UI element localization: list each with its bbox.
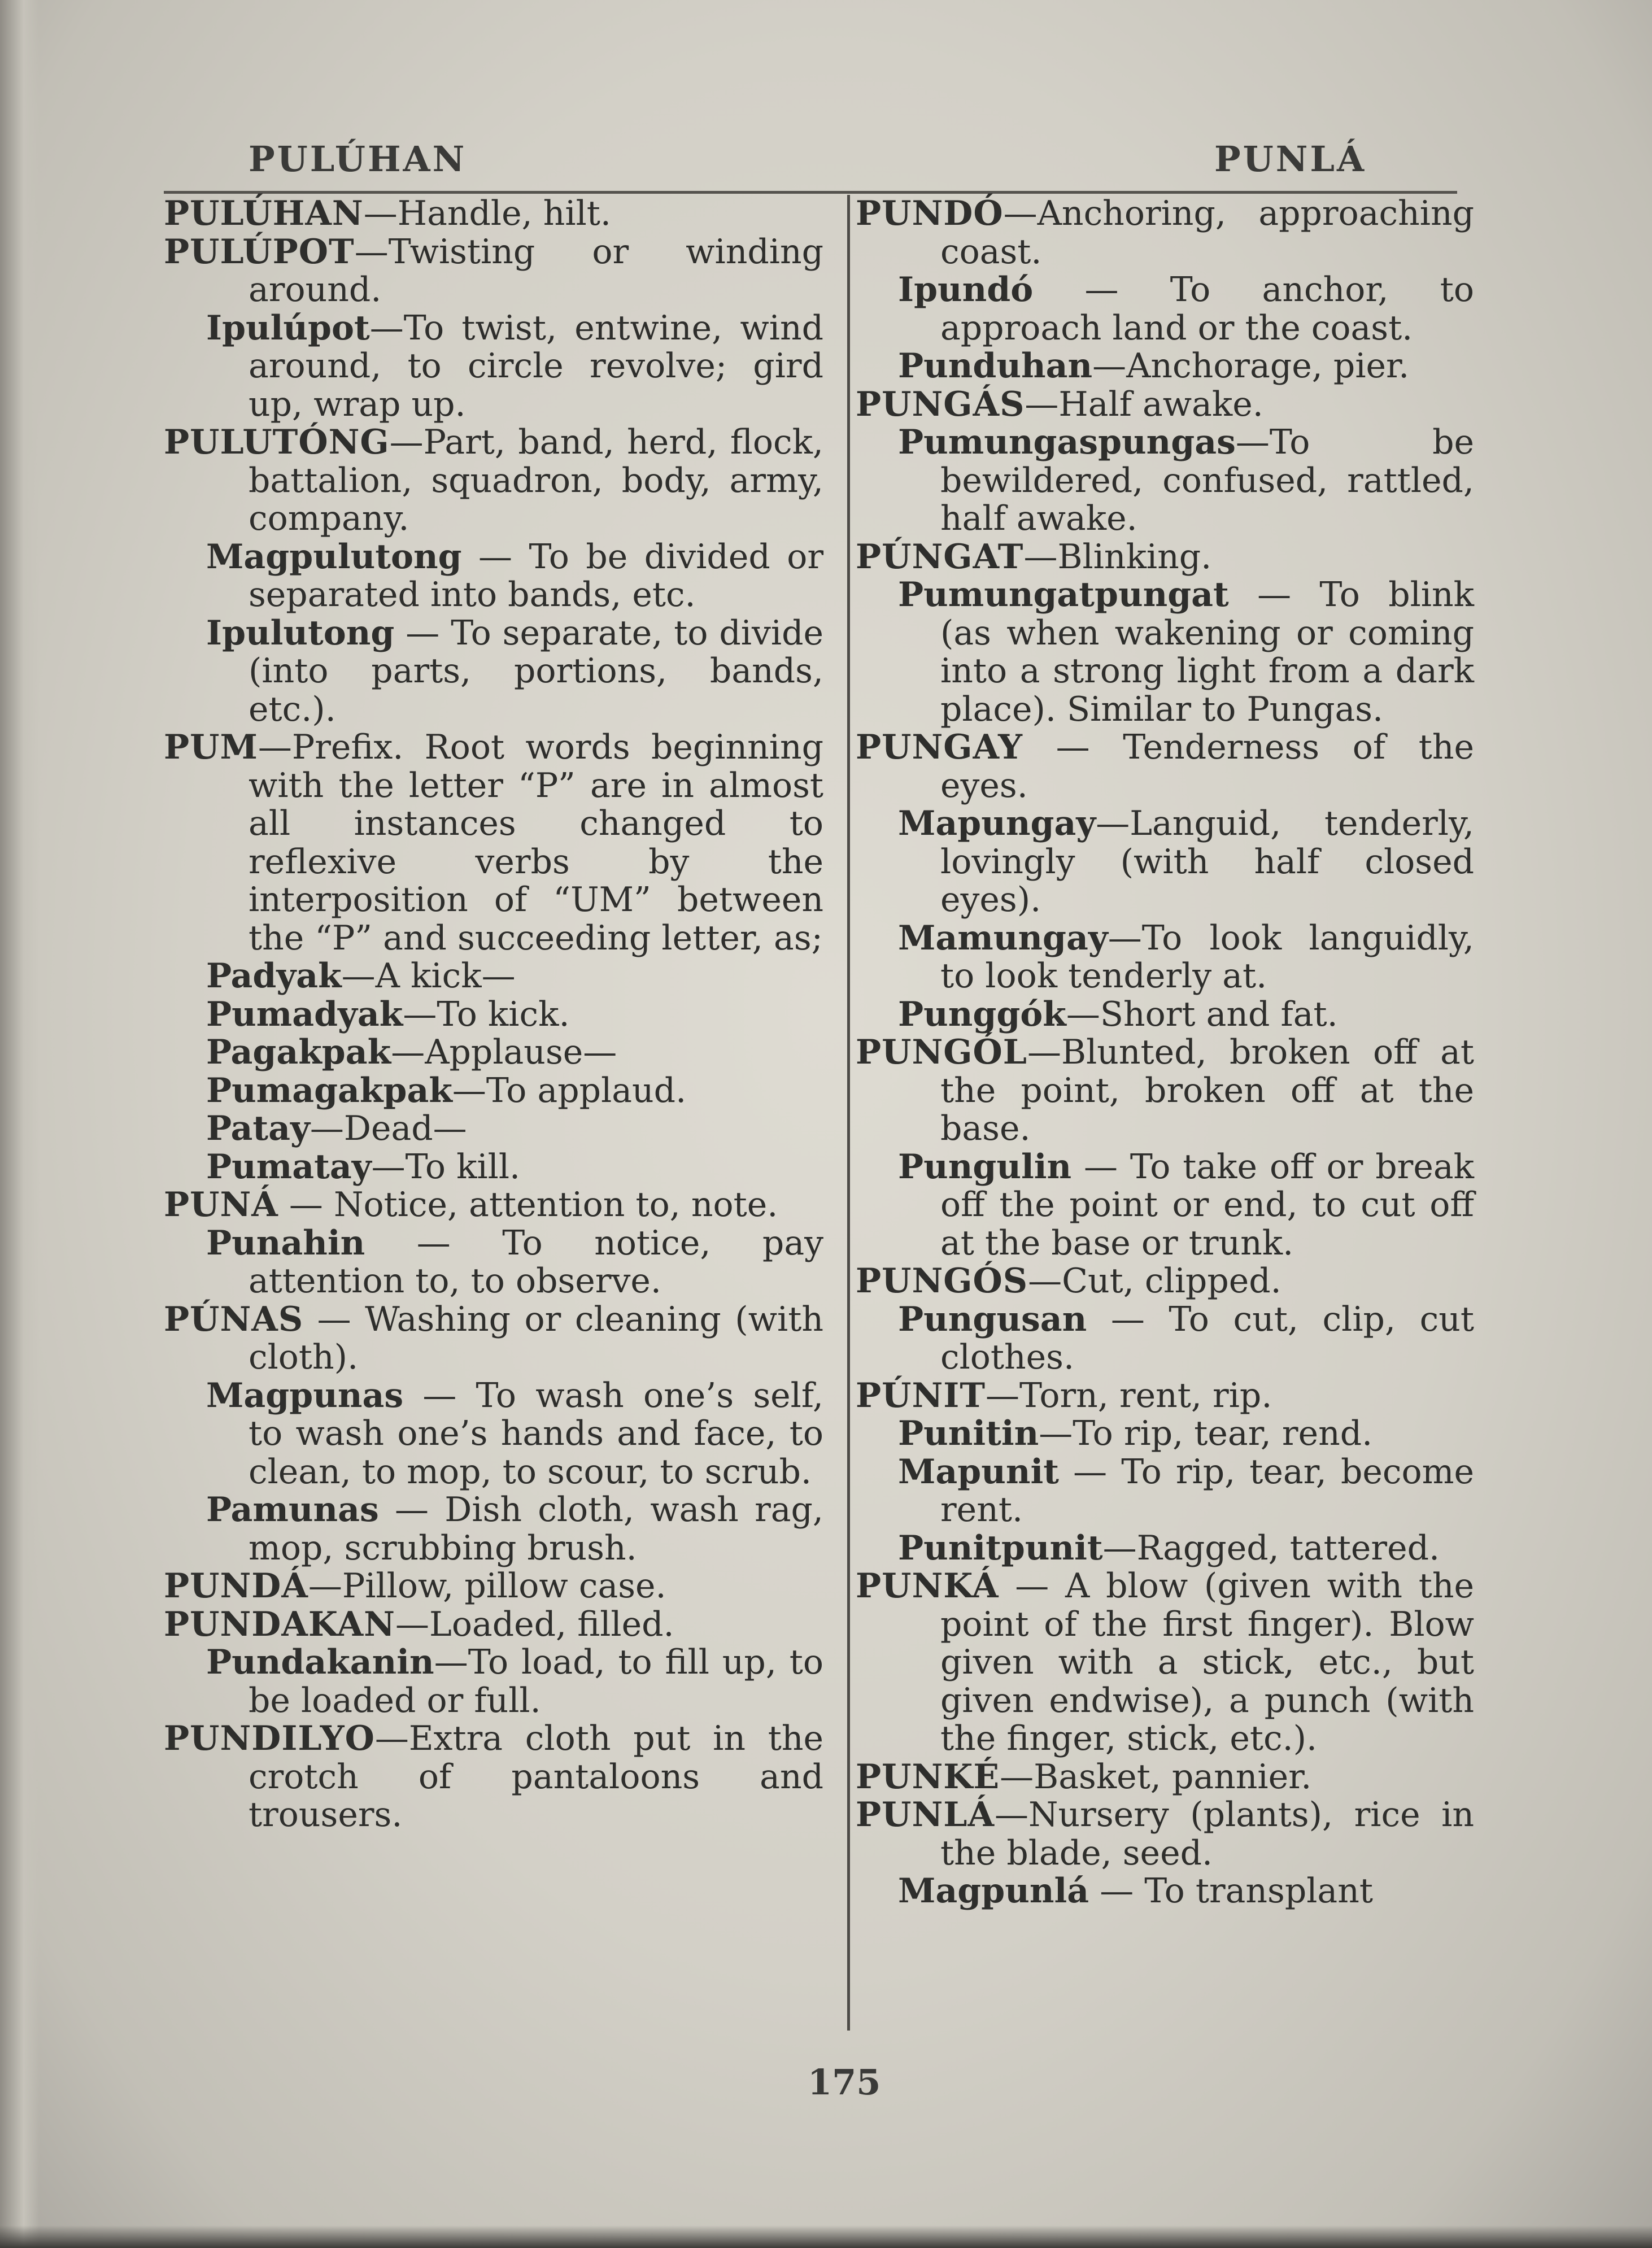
dictionary-entry xyxy=(164,1720,823,1835)
entry-definition: —Basket, pannier. xyxy=(1000,1757,1312,1797)
entry-headword: Pamunas xyxy=(206,1490,379,1530)
entry-headword: Punahin xyxy=(206,1223,365,1263)
dictionary-subentry xyxy=(164,1644,823,1720)
entry-headword: Pungusan xyxy=(898,1299,1087,1339)
entry-headword: PULÚHAN xyxy=(164,194,364,233)
running-head-right: PUNLÁ xyxy=(1214,138,1367,180)
entry-headword: Patay xyxy=(206,1109,310,1148)
running-head-left: PULÚHAN xyxy=(249,138,467,180)
entry-definition: —To rip, tear, rend. xyxy=(1039,1414,1373,1453)
entry-headword: PUNGÁS xyxy=(856,384,1025,424)
entry-headword: Punggók xyxy=(898,994,1066,1034)
entry-definition: — Tenderness of the eyes. xyxy=(940,727,1474,805)
dictionary-entry xyxy=(856,1034,1474,1148)
dictionary-entry xyxy=(164,195,823,233)
entry-headword: PUNKÉ xyxy=(856,1757,1000,1797)
entry-definition: —Twisting or winding around. xyxy=(249,232,823,310)
dictionary-subentry xyxy=(164,1034,823,1072)
dictionary-subentry xyxy=(856,271,1474,347)
entry-headword: PULUTÓNG xyxy=(164,422,390,462)
left-column xyxy=(164,195,823,1835)
entry-definition: —Extra cloth put in the crotch of pantaloons and trousers. xyxy=(249,1719,823,1835)
dictionary-subentry xyxy=(164,1377,823,1492)
dictionary-entry xyxy=(856,538,1474,577)
entry-headword: PUNGÓS xyxy=(856,1261,1028,1301)
entry-definition: — To separate, to divide (into parts, portions, bands, etc.). xyxy=(249,613,823,729)
entry-headword: PUNGAY xyxy=(856,727,1023,767)
entry-headword: Pumatay xyxy=(206,1147,372,1187)
entry-definition: — To anchor, to approach land or the coast. xyxy=(940,270,1474,348)
dictionary-subentry xyxy=(856,424,1474,538)
entry-headword: Magpunlá xyxy=(898,1871,1089,1911)
entry-headword: Ipulutong xyxy=(206,613,395,653)
entry-headword: Pagakpak xyxy=(206,1032,391,1072)
entry-definition: —A kick— xyxy=(341,956,516,996)
page-number: 175 xyxy=(808,2062,881,2103)
entry-headword: PÚNAS xyxy=(164,1299,304,1339)
entry-headword: PUNÁ xyxy=(164,1185,278,1225)
entry-definition: —Prefix. Root words beginning with the letter “P” are in almost all instances changed to reflexive verbs by the interposition of “UM” between the “P” and succeeding letter, as; xyxy=(249,727,823,958)
entry-definition: — To be divided or separated into bands, etc. xyxy=(249,537,823,615)
entry-definition: — To cut, clip, cut clothes. xyxy=(940,1299,1474,1377)
dictionary-subentry xyxy=(164,615,823,729)
entry-headword: Mapungay xyxy=(898,804,1096,843)
dictionary-subentry xyxy=(856,1301,1474,1377)
entry-headword: Pumungaspungas xyxy=(898,422,1236,462)
entry-definition: —Torn, rent, rip. xyxy=(986,1375,1272,1415)
dictionary-subentry xyxy=(856,347,1474,386)
dictionary-entry xyxy=(856,195,1474,271)
entry-headword: Punitin xyxy=(898,1414,1039,1453)
dictionary-subentry xyxy=(164,538,823,615)
entry-definition: —Blinking. xyxy=(1023,537,1212,577)
entry-headword: Pumagakpak xyxy=(206,1070,452,1110)
binding-shadow xyxy=(0,0,40,2248)
entry-headword: Pumungatpungat xyxy=(898,575,1229,615)
dictionary-subentry xyxy=(856,1530,1474,1568)
entry-definition: —Pillow, pillow case. xyxy=(308,1566,666,1606)
entry-headword: Mapunit xyxy=(898,1452,1059,1492)
dictionary-subentry xyxy=(856,1415,1474,1453)
entry-definition: —To load, to fill up, to be loaded or full. xyxy=(249,1643,823,1720)
entry-definition: — Notice, attention to, note. xyxy=(278,1185,778,1225)
dictionary-subentry xyxy=(164,1225,823,1301)
dictionary-subentry xyxy=(164,310,823,424)
entry-definition: —Half awake. xyxy=(1025,384,1263,424)
column-divider xyxy=(847,195,850,2031)
entry-headword: PUNDÁ xyxy=(164,1566,308,1606)
entry-definition: —To be bewildered, confused, rattled, half awake. xyxy=(940,422,1474,538)
entry-definition: —Blunted, broken off at the point, broken off at the base. xyxy=(940,1032,1474,1148)
dictionary-entry xyxy=(164,1567,823,1606)
entry-definition: — To blink (as when wakening or coming into a strong light from a dark place). Similar to Pungas. xyxy=(940,575,1474,729)
entry-definition: —To look languidly, to look tenderly at. xyxy=(940,918,1474,996)
dictionary-subentry xyxy=(164,1110,823,1148)
dictionary-entry xyxy=(856,1377,1474,1415)
entry-definition: — To rip, tear, become rent. xyxy=(940,1452,1474,1530)
entry-definition: —Part, band, herd, flock, battalion, squadron, body, army, company. xyxy=(249,422,823,538)
dictionary-subentry xyxy=(164,1072,823,1110)
entry-definition: —Nursery (plants), rice in the blade, seed. xyxy=(940,1795,1474,1873)
entry-definition: —Ragged, tattered. xyxy=(1102,1528,1440,1568)
entry-headword: PUNDAKAN xyxy=(164,1604,395,1644)
entry-headword: PUM xyxy=(164,727,258,767)
entry-headword: Magpunas xyxy=(206,1375,404,1415)
dictionary-subentry xyxy=(164,1148,823,1187)
entry-headword: PÚNGAT xyxy=(856,537,1024,577)
dictionary-entry xyxy=(856,729,1474,805)
entry-definition: — Washing or cleaning (with cloth). xyxy=(249,1299,823,1377)
dictionary-entry xyxy=(164,1301,823,1377)
entry-definition: —Loaded, filled. xyxy=(395,1604,674,1644)
entry-headword: PUNLÁ xyxy=(856,1795,995,1835)
dictionary-subentry xyxy=(856,1148,1474,1263)
entry-definition: — To notice, pay attention to, to observe. xyxy=(249,1223,823,1301)
entry-headword: Magpulutong xyxy=(206,537,462,577)
dictionary-entry xyxy=(856,1758,1474,1797)
entry-headword: PUNDÓ xyxy=(856,194,1004,233)
entry-definition: — To transplant xyxy=(1089,1871,1373,1911)
entry-headword: Ipundó xyxy=(898,270,1034,310)
dictionary-subentry xyxy=(856,576,1474,729)
dictionary-subentry xyxy=(856,1872,1474,1911)
entry-headword: Pundakanin xyxy=(206,1643,434,1682)
dictionary-entry xyxy=(164,1606,823,1644)
dictionary-entry xyxy=(164,424,823,538)
dictionary-entry xyxy=(164,729,823,957)
dictionary-entry xyxy=(164,1186,823,1225)
entry-headword: PULÚPOT xyxy=(164,232,355,272)
dictionary-entry xyxy=(856,386,1474,424)
entry-headword: Pungulin xyxy=(898,1147,1072,1187)
entry-definition: —Anchorage, pier. xyxy=(1092,346,1410,386)
dictionary-entry xyxy=(856,1262,1474,1301)
entry-definition: — To take off or break off the point or end, to cut off at the base or trunk. xyxy=(940,1147,1474,1263)
entry-headword: PÚNIT xyxy=(856,1375,986,1415)
entry-headword: Punduhan xyxy=(898,346,1093,386)
dictionary-subentry xyxy=(164,957,823,996)
entry-definition: —To kill. xyxy=(371,1147,521,1187)
dictionary-entry xyxy=(164,233,823,310)
dictionary-subentry xyxy=(164,1491,823,1567)
entry-definition: —Cut, clipped. xyxy=(1028,1261,1282,1301)
entry-definition: —Short and fat. xyxy=(1066,994,1338,1034)
entry-definition: —Anchoring, approaching coast. xyxy=(940,194,1474,272)
entry-definition: — Dish cloth, wash rag, mop, scrubbing brush. xyxy=(249,1490,823,1568)
dictionary-subentry xyxy=(856,920,1474,996)
entry-headword: PUNKÁ xyxy=(856,1566,999,1606)
entry-headword: Ipulúpot xyxy=(206,308,370,348)
entry-definition: —Dead— xyxy=(310,1109,467,1148)
entry-definition: —To kick. xyxy=(403,994,570,1034)
bottom-edge-shadow xyxy=(0,2225,1652,2248)
dictionary-entry xyxy=(856,1567,1474,1758)
right-column xyxy=(856,195,1474,1911)
entry-definition: —Handle, hilt. xyxy=(363,194,611,233)
dictionary-subentry xyxy=(856,996,1474,1034)
entry-definition: —To applaud. xyxy=(452,1070,687,1110)
dictionary-entry xyxy=(856,1796,1474,1872)
entry-definition: —Languid, tenderly, lovingly (with half closed eyes). xyxy=(940,804,1474,920)
entry-headword: Punitpunit xyxy=(898,1528,1103,1568)
entry-headword: PUNDILYO xyxy=(164,1719,375,1758)
entry-definition: —Applause— xyxy=(391,1032,617,1072)
entry-headword: PUNGÓL xyxy=(856,1032,1027,1072)
entry-definition: —To twist, entwine, wind around, to circle revolve; gird up, wrap up. xyxy=(249,308,823,424)
entry-definition: — A blow (given with the point of the first finger). Blow given with a stick, etc., but given endwise), a punch (with the finger, stick, etc.). xyxy=(940,1566,1474,1758)
dictionary-subentry xyxy=(856,805,1474,920)
dictionary-subentry xyxy=(164,996,823,1034)
entry-definition: — To wash one’s self, to wash one’s hands and face, to clean, to mop, to scour, to scrub. xyxy=(249,1375,823,1492)
entry-headword: Mamungay xyxy=(898,918,1108,958)
entry-headword: Pumadyak xyxy=(206,994,403,1034)
entry-headword: Padyak xyxy=(206,956,342,996)
dictionary-subentry xyxy=(856,1453,1474,1530)
